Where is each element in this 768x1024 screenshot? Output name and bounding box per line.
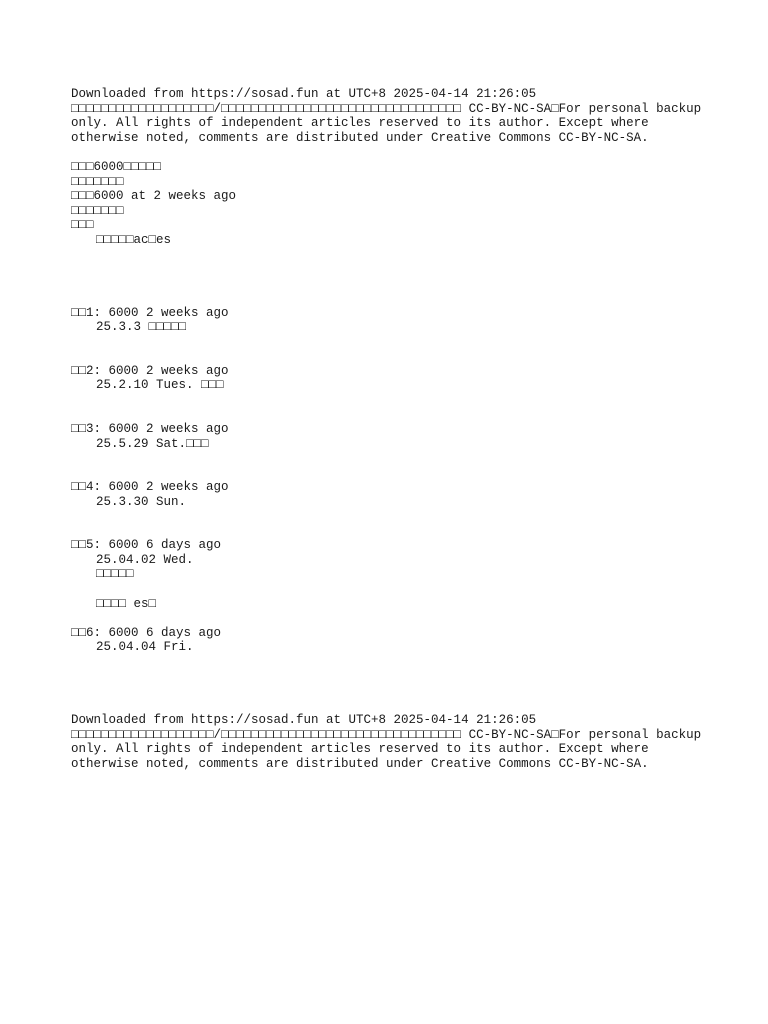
comments-license-line: otherwise noted, comments are distributed under Creative Commons CC-BY-NC-SA.: [71, 756, 649, 771]
post-item: [71, 538, 711, 611]
post-text: 25.3.30 Sun.: [96, 494, 187, 509]
post-item: [71, 626, 711, 655]
thread-meta: □□□: [71, 218, 94, 233]
license-line: □□□□□□□□□□□□□□□□□□□/□□□□□□□□□□□□□□□□□□□□□□□□□□□□□□□□ CC-BY-NC-SA□For personal backup: [71, 101, 702, 116]
post-header: □□1: 6000 2 weeks ago: [71, 305, 229, 320]
document-page: [71, 87, 711, 771]
thread-body: □□□□□ac□es: [96, 232, 172, 247]
rights-line: only. All rights of independent articles reserved to its author. Except where: [71, 742, 649, 757]
download-source-line: Downloaded from https://sosad.fun at UTC+8 2025-04-14 21:26:05: [71, 713, 537, 728]
post-item: [71, 480, 711, 509]
thread-byline: □□□6000 at 2 weeks ago: [71, 189, 237, 204]
thread-title: □□□6000□□□□□: [71, 159, 162, 174]
thread-info: [71, 160, 711, 248]
post-header: □□3: 6000 2 weeks ago: [71, 421, 229, 436]
post-item: [71, 364, 711, 393]
rights-line: only. All rights of independent articles reserved to its author. Except where: [71, 116, 649, 131]
license-line: □□□□□□□□□□□□□□□□□□□/□□□□□□□□□□□□□□□□□□□□□□□□□□□□□□□□ CC-BY-NC-SA□For personal backup: [71, 727, 702, 742]
thread-subtitle: □□□□□□□: [71, 174, 124, 189]
download-source-line: Downloaded from https://sosad.fun at UTC+8 2025-04-14 21:26:05: [71, 87, 537, 101]
post-text: 25.04.02 Wed.: [96, 552, 194, 567]
post-text: 25.3.3 □□□□□: [96, 320, 187, 335]
post-text: 25.5.29 Sat.□□□: [96, 436, 209, 451]
post-text: 25.04.04 Fri.: [96, 640, 194, 655]
post-item: [71, 422, 711, 451]
post-header: □□2: 6000 2 weeks ago: [71, 363, 229, 378]
post-header: □□5: 6000 6 days ago: [71, 538, 222, 553]
post-list: [71, 306, 711, 656]
post-text: [71, 582, 711, 597]
thread-meta: □□□□□□□: [71, 203, 124, 218]
download-footer: [71, 713, 711, 771]
post-header: □□6: 6000 6 days ago: [71, 625, 222, 640]
post-text: □□□□□: [96, 567, 134, 582]
post-header: □□4: 6000 2 weeks ago: [71, 480, 229, 495]
post-text: 25.2.10 Tues. □□□: [96, 378, 224, 393]
post-text: □□□□ es□: [96, 596, 157, 611]
post-item: [71, 306, 711, 335]
comments-license-line: otherwise noted, comments are distributed under Creative Commons CC-BY-NC-SA.: [71, 130, 649, 145]
download-header: [71, 87, 711, 145]
